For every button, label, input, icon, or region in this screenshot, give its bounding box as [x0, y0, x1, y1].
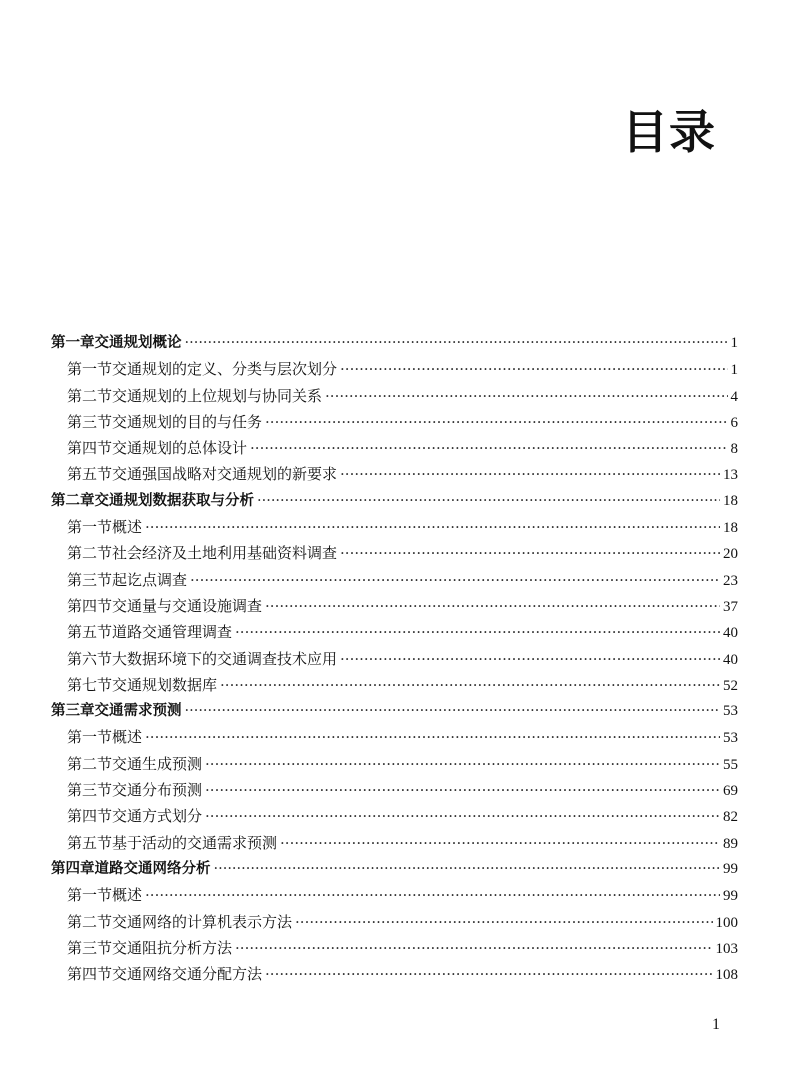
toc-entry-title: 社会经济及土地利用基础资料调查	[112, 544, 338, 563]
toc-section-entry[interactable]	[51, 435, 738, 461]
toc-entry-number: 第四节	[67, 965, 113, 984]
toc-entry-page: 108	[715, 967, 738, 984]
toc-entry-title: 概述	[112, 886, 143, 905]
toc-section-entry[interactable]	[51, 409, 738, 435]
toc-entry-number: 第一节	[67, 886, 113, 905]
toc-section-entry[interactable]	[51, 751, 738, 777]
page-number: 1	[712, 1016, 720, 1033]
toc-entry-page: 1	[730, 335, 738, 351]
toc-entry-title: 交通规划数据获取与分析	[94, 492, 254, 509]
dot-leader	[265, 409, 727, 435]
toc-entry-page: 18	[723, 492, 738, 509]
toc-section-entry[interactable]	[51, 567, 738, 593]
dot-leader	[205, 803, 720, 829]
toc-chapter-entry[interactable]	[51, 330, 738, 356]
toc-entry-title: 交通规划数据库	[112, 675, 218, 694]
dot-leader	[295, 909, 712, 935]
dot-leader	[185, 698, 721, 724]
toc-entry-title: 交通强国战略对交通规划的新要求	[112, 465, 338, 484]
dot-leader	[340, 461, 720, 487]
toc-entry-number: 第二章	[51, 492, 95, 509]
dot-leader	[145, 882, 720, 908]
toc-entry-title: 交通分布预测	[112, 781, 203, 800]
toc-entry-title: 交通规划的定义、分类与层次划分	[112, 360, 338, 379]
toc-entry-number: 第二节	[67, 544, 113, 563]
toc-entry-page: 23	[723, 572, 738, 589]
toc-section-entry[interactable]	[51, 830, 738, 856]
toc-section-entry[interactable]	[51, 724, 738, 750]
toc-entry-page: 8	[730, 441, 738, 458]
dot-leader	[235, 619, 720, 645]
toc-entry-page: 53	[723, 730, 738, 747]
toc-entry-number: 第三节	[67, 781, 113, 800]
toc-chapter-entry[interactable]	[51, 856, 738, 882]
toc-entry-page: 89	[723, 835, 738, 852]
toc-entry-number: 第二节	[67, 754, 113, 773]
page-title: 目录	[622, 105, 716, 159]
toc-entry-title: 道路交通网络分析	[94, 860, 211, 877]
toc-section-entry[interactable]	[51, 882, 738, 908]
dot-leader	[220, 672, 720, 698]
toc-entry-title: 交通量与交通设施调查	[112, 596, 263, 615]
toc-entry-number: 第三章	[51, 703, 95, 720]
toc-entry-number: 第一节	[67, 518, 113, 537]
toc-entry-number: 第三节	[67, 570, 113, 589]
toc-entry-number: 第五节	[67, 833, 113, 852]
toc-entry-number: 第四章	[51, 860, 95, 877]
toc-entry-title: 概述	[112, 518, 143, 537]
toc-entry-title: 交通网络交通分配方法	[112, 965, 263, 984]
toc-entry-title: 交通规划的上位规划与协同关系	[112, 386, 323, 405]
dot-leader	[265, 961, 712, 987]
toc-section-entry[interactable]	[51, 672, 738, 698]
toc-section-entry[interactable]	[51, 383, 738, 409]
toc-entry-title: 交通方式划分	[112, 807, 203, 826]
dot-leader	[205, 751, 720, 777]
dot-leader	[235, 935, 712, 961]
dot-leader	[205, 777, 720, 803]
toc-entry-title: 交通网络的计算机表示方法	[112, 912, 293, 931]
toc-entry-page: 99	[723, 860, 738, 877]
toc-entry-title: 交通生成预测	[112, 754, 203, 773]
dot-leader	[185, 330, 728, 356]
toc-entry-page: 40	[723, 651, 738, 668]
toc-entry-page: 4	[730, 388, 738, 405]
dot-leader	[257, 488, 720, 514]
toc-entry-title: 大数据环境下的交通调查技术应用	[112, 649, 338, 668]
toc-section-entry[interactable]	[51, 777, 738, 803]
toc-entry-title: 交通规划的总体设计	[112, 439, 248, 458]
dot-leader	[280, 830, 720, 856]
toc-entry-page: 103	[715, 940, 738, 957]
toc-entry-title: 交通规划的目的与任务	[112, 412, 263, 431]
dot-leader	[340, 646, 720, 672]
dot-leader	[145, 514, 720, 540]
dot-leader	[190, 567, 720, 593]
toc-entry-number: 第四节	[67, 807, 113, 826]
toc-entry-title: 交通需求预测	[94, 703, 182, 720]
toc-section-entry[interactable]	[51, 961, 738, 987]
table-of-contents	[51, 330, 738, 987]
toc-entry-page: 6	[730, 414, 738, 431]
toc-entry-number: 第一章	[51, 335, 95, 351]
toc-entry-page: 40	[723, 625, 738, 642]
toc-entry-page: 53	[723, 703, 738, 720]
toc-entry-page: 55	[723, 756, 738, 773]
dot-leader	[214, 856, 721, 882]
toc-entry-number: 第一节	[67, 360, 113, 379]
toc-entry-page: 69	[723, 783, 738, 800]
toc-chapter-entry[interactable]	[51, 488, 738, 514]
toc-chapter-entry[interactable]	[51, 698, 738, 724]
toc-section-entry[interactable]	[51, 909, 738, 935]
dot-leader	[265, 593, 720, 619]
toc-entry-number: 第六节	[67, 649, 113, 668]
toc-entry-page: 100	[715, 914, 738, 931]
toc-section-entry[interactable]	[51, 356, 738, 382]
toc-entry-page: 18	[723, 520, 738, 537]
toc-entry-title: 道路交通管理调查	[112, 623, 233, 642]
toc-section-entry[interactable]	[51, 803, 738, 829]
toc-entry-number: 第七节	[67, 675, 113, 694]
toc-entry-number: 第二节	[67, 912, 113, 931]
dot-leader	[145, 724, 720, 750]
toc-section-entry[interactable]	[51, 593, 738, 619]
toc-entry-number: 第二节	[67, 386, 113, 405]
toc-entry-number: 第三节	[67, 938, 113, 957]
dot-leader	[340, 356, 727, 382]
toc-entry-title: 起讫点调查	[112, 570, 188, 589]
toc-entry-page: 13	[723, 467, 738, 484]
toc-entry-title: 基于活动的交通需求预测	[112, 833, 278, 852]
toc-entry-page: 1	[730, 362, 738, 379]
toc-section-entry[interactable]	[51, 646, 738, 672]
dot-leader	[250, 435, 727, 461]
toc-entry-number: 第五节	[67, 465, 113, 484]
dot-leader	[340, 540, 720, 566]
toc-entry-title: 交通阻抗分析方法	[112, 938, 233, 957]
toc-entry-page: 20	[723, 546, 738, 563]
toc-section-entry[interactable]	[51, 461, 738, 487]
toc-entry-number: 第四节	[67, 439, 113, 458]
toc-entry-number: 第一节	[67, 728, 113, 747]
toc-entry-page: 99	[723, 888, 738, 905]
toc-section-entry[interactable]	[51, 540, 738, 566]
toc-section-entry[interactable]	[51, 514, 738, 540]
dot-leader	[325, 383, 727, 409]
toc-entry-title: 交通规划概论	[94, 335, 182, 351]
toc-entry-page: 37	[723, 598, 738, 615]
toc-entry-number: 第四节	[67, 596, 113, 615]
toc-entry-title: 概述	[112, 728, 143, 747]
toc-section-entry[interactable]	[51, 619, 738, 645]
toc-entry-number: 第五节	[67, 623, 113, 642]
toc-entry-page: 52	[723, 677, 738, 694]
toc-entry-number: 第三节	[67, 412, 113, 431]
toc-section-entry[interactable]	[51, 935, 738, 961]
toc-entry-page: 82	[723, 809, 738, 826]
